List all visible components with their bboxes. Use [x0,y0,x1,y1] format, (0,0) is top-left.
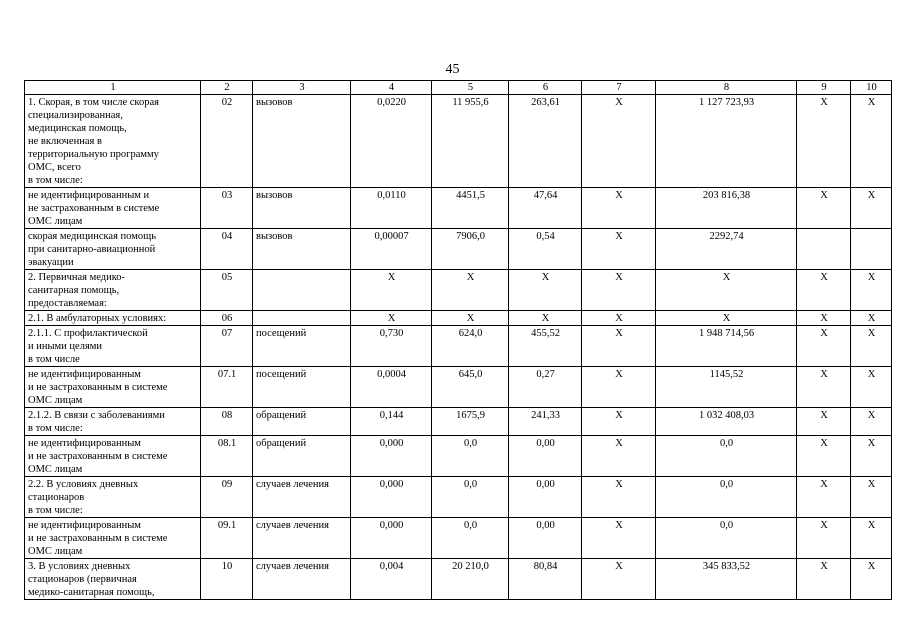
cell-col10: X [851,477,892,518]
cell-name: 2.1. В амбулаторных условиях: [25,311,201,326]
cell-col6: 0,00 [509,436,582,477]
cell-name: не идентифицированным и не застрахованным в системе ОМС лицам [25,436,201,477]
cell-code: 07 [201,326,253,367]
cell-col4: 0,730 [351,326,432,367]
cell-col9: X [797,95,851,188]
cell-unit: случаев лечения [253,559,351,600]
cell-col9: X [797,559,851,600]
cell-col4: X [351,311,432,326]
cell-unit [253,311,351,326]
cell-col10: X [851,270,892,311]
cell-unit: вызовов [253,229,351,270]
cell-col6: 0,00 [509,518,582,559]
column-header: 8 [656,81,797,95]
cell-col7: X [582,477,656,518]
cell-col9: X [797,477,851,518]
column-header: 4 [351,81,432,95]
cell-code: 08.1 [201,436,253,477]
cell-col10: X [851,436,892,477]
column-header: 6 [509,81,582,95]
cell-col7: X [582,408,656,436]
cell-code: 06 [201,311,253,326]
cell-code: 08 [201,408,253,436]
cell-col4: 0,0220 [351,95,432,188]
cell-code: 05 [201,270,253,311]
table-row [25,436,892,477]
table-row [25,408,892,436]
cell-col7: X [582,326,656,367]
cell-col8: 0,0 [656,477,797,518]
cell-col8: 2292,74 [656,229,797,270]
cell-code: 03 [201,188,253,229]
cell-col5: 624,0 [432,326,509,367]
cell-col4: 0,004 [351,559,432,600]
cell-col7: X [582,436,656,477]
cell-name: 3. В условиях дневных стационаров (первичная медико-санитарная помощь, [25,559,201,600]
cell-code: 07.1 [201,367,253,408]
column-header: 2 [201,81,253,95]
header-row [25,81,892,95]
cell-col6: 0,54 [509,229,582,270]
cell-col8: X [656,311,797,326]
cell-col6: 241,33 [509,408,582,436]
cell-col4: 0,144 [351,408,432,436]
cell-col7: X [582,367,656,408]
table-row [25,229,892,270]
table-row [25,188,892,229]
cell-col5: 11 955,6 [432,95,509,188]
cell-col5: X [432,270,509,311]
table-row [25,559,892,600]
cell-col6: 0,27 [509,367,582,408]
column-header: 10 [851,81,892,95]
cell-code: 02 [201,95,253,188]
cell-col4: 0,000 [351,436,432,477]
cell-col7: X [582,518,656,559]
cell-col6: 263,61 [509,95,582,188]
cell-col4: 0,000 [351,477,432,518]
cell-col9: X [797,408,851,436]
cell-col8: 203 816,38 [656,188,797,229]
cell-name: 2. Первичная медико- санитарная помощь, предоставляемая: [25,270,201,311]
cell-unit: вызовов [253,188,351,229]
cell-col5: X [432,311,509,326]
cell-col10: X [851,326,892,367]
cell-col4: X [351,270,432,311]
cell-name: скорая медицинская помощь при санитарно-авиационной эвакуации [25,229,201,270]
cell-col4: 0,000 [351,518,432,559]
cell-col9: X [797,311,851,326]
cell-col7: X [582,559,656,600]
cell-col10: X [851,367,892,408]
cell-col5: 0,0 [432,518,509,559]
cell-col9 [797,229,851,270]
cell-col10: X [851,95,892,188]
cell-col5: 4451,5 [432,188,509,229]
cell-code: 09.1 [201,518,253,559]
cell-col10: X [851,311,892,326]
cell-unit: случаев лечения [253,518,351,559]
cell-code: 10 [201,559,253,600]
cell-name: 2.1.2. В связи с заболеваниями в том числе: [25,408,201,436]
cell-col7: X [582,229,656,270]
table-row [25,367,892,408]
cell-col4: 0,00007 [351,229,432,270]
cell-name: 2.1.1. С профилактической и иными целями в том числе [25,326,201,367]
cell-col10: X [851,188,892,229]
table-row [25,518,892,559]
cell-col8: 1145,52 [656,367,797,408]
table-row [25,311,892,326]
cell-col9: X [797,188,851,229]
column-header: 9 [797,81,851,95]
cell-unit: случаев лечения [253,477,351,518]
cell-col5: 0,0 [432,477,509,518]
table-body [25,81,892,600]
column-header: 5 [432,81,509,95]
table-row [25,270,892,311]
cell-name: не идентифицированным и не застрахованным в системе ОМС лицам [25,518,201,559]
table-row [25,95,892,188]
cell-unit: посещений [253,367,351,408]
cell-col10: X [851,559,892,600]
cell-unit: вызовов [253,95,351,188]
cell-col7: X [582,188,656,229]
cell-col5: 20 210,0 [432,559,509,600]
cell-col9: X [797,518,851,559]
cell-col5: 7906,0 [432,229,509,270]
column-header: 3 [253,81,351,95]
cell-col6: 0,00 [509,477,582,518]
cell-name: не идентифицированным и не застрахованным в системе ОМС лицам [25,367,201,408]
cell-unit: посещений [253,326,351,367]
cell-col6: X [509,270,582,311]
cell-name: 2.2. В условиях дневных стационаров в том числе: [25,477,201,518]
cell-col10 [851,229,892,270]
cell-col8: X [656,270,797,311]
cell-col6: 455,52 [509,326,582,367]
cell-col9: X [797,270,851,311]
cell-col7: X [582,270,656,311]
cell-code: 04 [201,229,253,270]
cell-unit: обращений [253,408,351,436]
cell-col9: X [797,436,851,477]
cell-col5: 0,0 [432,436,509,477]
table-row [25,326,892,367]
cell-unit [253,270,351,311]
cell-name: 1. Скорая, в том числе скорая специализированная, медицинская помощь, не включенная в территориальную программу ОМС, всего в том числе: [25,95,201,188]
cell-unit: обращений [253,436,351,477]
cell-col8: 0,0 [656,436,797,477]
cell-col6: 80,84 [509,559,582,600]
cell-col9: X [797,326,851,367]
cell-col4: 0,0004 [351,367,432,408]
data-table [24,80,892,600]
cell-name: не идентифицированным и не застрахованным в системе ОМС лицам [25,188,201,229]
cell-col8: 345 833,52 [656,559,797,600]
cell-col4: 0,0110 [351,188,432,229]
cell-col5: 1675,9 [432,408,509,436]
page-number: 45 [445,62,460,77]
cell-col5: 645,0 [432,367,509,408]
cell-col8: 1 032 408,03 [656,408,797,436]
cell-col6: X [509,311,582,326]
cell-col10: X [851,518,892,559]
cell-col8: 1 127 723,93 [656,95,797,188]
column-header: 1 [25,81,201,95]
cell-col9: X [797,367,851,408]
cell-col10: X [851,408,892,436]
column-header: 7 [582,81,656,95]
cell-col8: 0,0 [656,518,797,559]
cell-col7: X [582,95,656,188]
cell-col7: X [582,311,656,326]
cell-col6: 47,64 [509,188,582,229]
table-row [25,477,892,518]
cell-col8: 1 948 714,56 [656,326,797,367]
cell-code: 09 [201,477,253,518]
